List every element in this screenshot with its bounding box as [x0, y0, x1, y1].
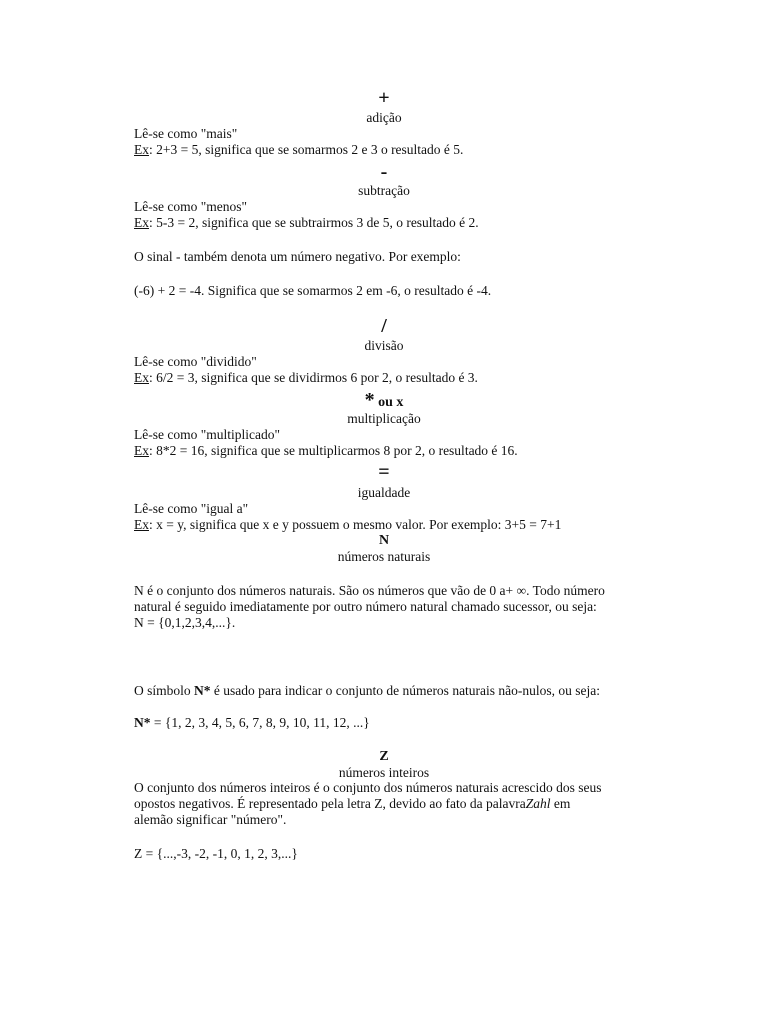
integers-line-2-post: em	[550, 796, 571, 811]
example-label: Ex	[134, 215, 149, 230]
natural-numbers-heading: números naturais	[337, 549, 431, 564]
addition-reads-as: Lê-se como "mais"	[134, 126, 238, 141]
example-label: Ex	[134, 443, 149, 458]
equality-example	[134, 517, 561, 533]
addition-heading: adição	[366, 110, 402, 125]
integers-line-3: alemão significar "número".	[134, 812, 287, 827]
natural-numbers-line-2: natural é seguido imediatamente por outro número natural chamado sucessor, ou seja:	[134, 599, 597, 614]
equals-symbol: =	[378, 461, 390, 483]
asterisk-symbol: *	[364, 389, 375, 411]
example-text: : 6/2 = 3, significa que se dividirmos 6 por 2, o resultado é 3.	[149, 370, 478, 385]
example-label: Ex	[134, 142, 149, 157]
multiplication-reads-as: Lê-se como "multiplicado"	[134, 427, 280, 442]
multiplication-example	[134, 443, 518, 459]
nonzero-naturals-description	[134, 683, 600, 699]
example-label: Ex	[134, 370, 149, 385]
slash-symbol: /	[381, 315, 387, 337]
nonzero-set-text: = {1, 2, 3, 4, 5, 6, 7, 8, 9, 10, 11, 12, ...}	[150, 715, 370, 730]
nonzero-text-pre: O símbolo	[134, 683, 195, 698]
integers-symbol: Z	[379, 749, 389, 764]
division-reads-as: Lê-se como "dividido"	[134, 354, 257, 369]
example-label: Ex	[134, 517, 149, 532]
integers-set: Z = {...,-3, -2, -1, 0, 1, 2, 3,...}	[134, 846, 298, 861]
example-text: : 2+3 = 5, significa que se somarmos 2 e 3 o resultado é 5.	[149, 142, 464, 157]
negative-sign-note: O sinal - também denota um número negativo. Por exemplo:	[134, 249, 461, 264]
division-heading: divisão	[364, 338, 404, 353]
negative-sign-example: (-6) + 2 = -4. Significa que se somarmos 2 em -6, o resultado é -4.	[134, 283, 492, 298]
equality-reads-as: Lê-se como "igual a"	[134, 501, 249, 516]
integers-line-1: O conjunto dos números inteiros é o conjunto dos números naturais acrescido dos seus	[134, 780, 602, 795]
subtraction-reads-as: Lê-se como "menos"	[134, 199, 247, 214]
example-text: : 5-3 = 2, significa que se subtrairmos 3 de 5, o resultado é 2.	[149, 215, 479, 230]
plus-symbol: +	[378, 87, 390, 109]
zahl-word: Zahl	[525, 796, 551, 811]
natural-numbers-symbol: N	[378, 533, 390, 548]
addition-example	[134, 142, 463, 158]
minus-symbol: -	[380, 161, 388, 183]
nonzero-naturals-set	[134, 715, 370, 731]
n-star-symbol: N*	[134, 715, 151, 730]
x-symbol-alt: ou x	[374, 395, 404, 410]
natural-numbers-line-1: N é o conjunto dos números naturais. São os números que vão de 0 a+ ∞. Todo número	[134, 583, 605, 598]
subtraction-heading: subtração	[358, 183, 410, 198]
n-star-symbol: N*	[194, 683, 211, 698]
integers-line-2	[134, 796, 570, 812]
equality-heading: igualdade	[357, 485, 411, 500]
natural-numbers-line-3: N = {0,1,2,3,4,...}.	[134, 615, 236, 630]
subtraction-example	[134, 215, 479, 231]
integers-heading: números inteiros	[338, 765, 430, 780]
multiplication-symbol	[0, 390, 768, 411]
example-text: : 8*2 = 16, significa que se multiplicarmos 8 por 2, o resultado é 16.	[149, 443, 518, 458]
integers-line-2-pre: opostos negativos. É representado pela letra Z, devido ao fato da palavra	[134, 796, 526, 811]
nonzero-text-post: é usado para indicar o conjunto de números naturais não-nulos, ou seja:	[210, 683, 601, 698]
division-example	[134, 370, 478, 386]
example-text: : x = y, significa que x e y possuem o mesmo valor. Por exemplo: 3+5 = 7+1	[149, 517, 562, 532]
multiplication-heading: multiplicação	[347, 411, 421, 426]
